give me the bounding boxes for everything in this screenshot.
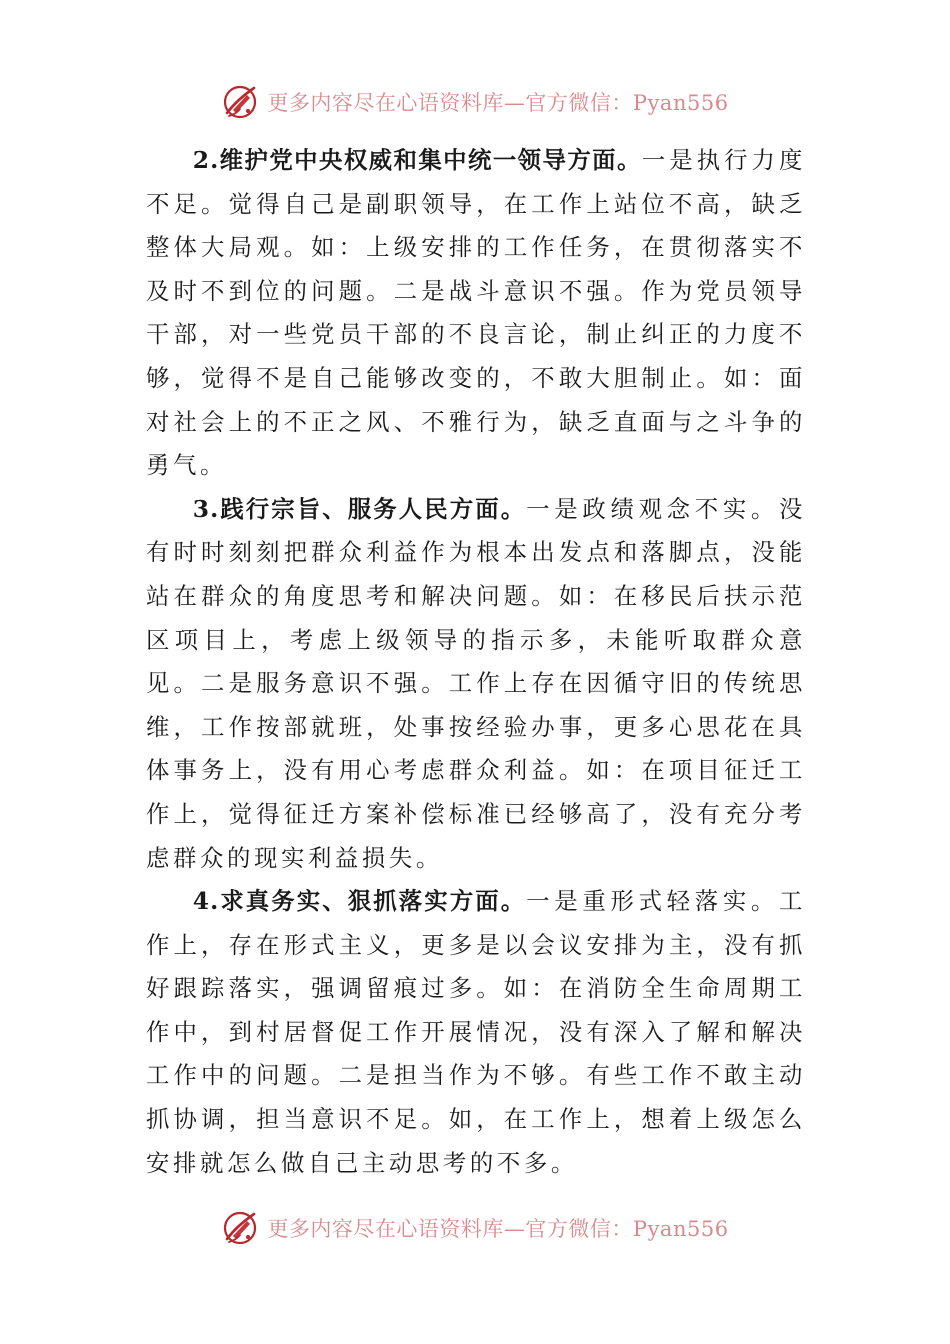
paragraph-heading: 3.践行宗旨、服务人民方面。	[192, 494, 527, 523]
paragraph-text: 一是重形式轻落实。工作上，存在形式主义，更多是以会议安排为主，没有抓好跟踪落实，强调留痕过多。如：在消防全生命周期工作中，到村居督促工作开展情况，没有深入了解和解决工作中的问题。二是担当作为不够。有些工作不敢主动抓协调，担当意识不足。如，在工作上，想着上级怎么安排就怎么做自己主动思考的不多。	[146, 887, 807, 1177]
footer-banner-text: 更多内容尽在心语资料库—官方微信：Pyan556	[267, 1217, 729, 1241]
paragraph-3	[146, 488, 806, 880]
document-body	[146, 139, 806, 1185]
pen-logo-icon	[221, 1209, 259, 1247]
header-banner	[0, 80, 950, 124]
footer-banner	[0, 1206, 950, 1250]
paragraph-heading: 4.求真务实、狠抓落实方面。	[192, 887, 527, 916]
paragraph-heading: 2.维护党中央权威和集中统一领导方面。	[192, 146, 642, 174]
pen-logo-icon	[221, 83, 259, 121]
header-banner-text: 更多内容尽在心语资料库—官方微信：Pyan556	[267, 91, 729, 115]
paragraph-4	[146, 880, 806, 1185]
paragraph-text: 一是执行力度不足。觉得自己是副职领导，在工作上站位不高，缺乏整体大局观。如：上级安排的工作任务，在贯彻落实不及时不到位的问题。二是战斗意识不强。作为党员领导干部，对一些党员干部的不良言论，制止纠正的力度不够，觉得不是自己能够改变的，不敢大胆制止。如：面对社会上的不正之风、不雅行为，缺乏直面与之斗争的勇气。	[146, 146, 806, 480]
paragraph-2	[146, 139, 806, 488]
paragraph-text: 一是政绩观念不实。没有时时刻刻把群众利益作为根本出发点和落脚点，没能站在群众的角度思考和解决问题。如：在移民后扶示范区项目上，考虑上级领导的指示多，未能听取群众意见。二是服务意识不强。工作上存在因循守旧的传统思维，工作按部就班，处事按经验办事，更多心思花在具体事务上，没有用心考虑群众利益。如：在项目征迁工作上，觉得征迁方案补偿标准已经够高了，没有充分考虑群众的现实利益损失。	[146, 494, 807, 872]
